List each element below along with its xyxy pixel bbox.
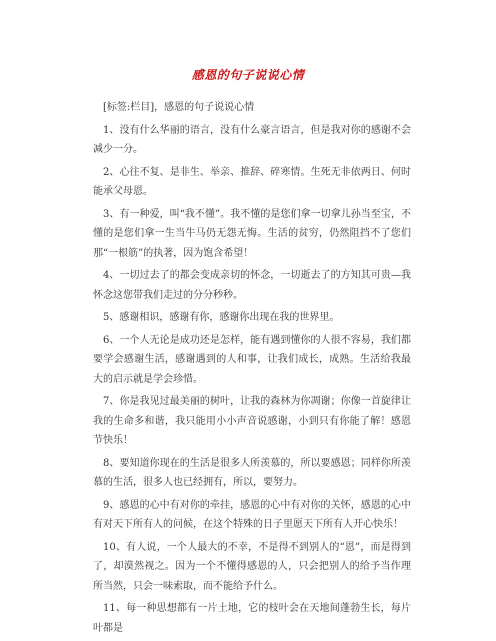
paragraph-10: 10、有人说，一个人最大的不幸，不是得不到别人的“恩”，而是得到了，却漠然视之。因为一个不懂得感恩的人，只会把别人的给予当作理所当然，只会一味索取，而不能给予什么。 [93, 541, 411, 592]
paragraph-6: 6、一个人无论是成功还是怎样，能有遇到懂你的人很不容易，我们都要学会感谢生活，感谢遇到的人和事，让我们成长，成熟。生活给我最大的启示就是学会珍惜。 [93, 334, 411, 385]
document-title: 感恩的句子说说心情 [191, 68, 305, 82]
paragraph-5: 5、感谢相识，感谢有你，感谢你出现在我的世界里。 [103, 312, 340, 323]
document-body [93, 98, 411, 641]
paragraph-8: 8、要知道你现在的生活是很多人所羡慕的，所以要感恩；同样你所羡慕的生活，很多人也已经拥有，所以，要努力。 [93, 457, 411, 488]
paragraph-2: 2、心往不复、是非生、举亲、推辞、碎寒情。生死无非依两日、何时能承父母恩。 [93, 166, 411, 197]
paragraph-9: 9、感恩的心中有对你的牵挂，感恩的心中有对你的关怀，感恩的心中有对天下所有人的问候，在这个特殊的日子里愿天下所有人开心快乐！ [93, 499, 411, 530]
paragraph-4: 4、一切过去了的都会变成亲切的怀念，一切逝去了的方知其可贵—我怀念这您带我们走过的分分秒秒。 [93, 270, 411, 301]
paragraph-7: 7、你是我见过最美丽的树叶，让我的森林为你凋谢；你像一首旋律让我的生命多和谐，我只能用小小声音说感谢，小到只有你能了解！感恩节快乐！ [93, 396, 411, 446]
paragraph-11: 11、每一种思想都有一片土地，它的枝叶会在天地间蓬勃生长，每片叶都是 [93, 603, 411, 634]
paragraph-1: 1、没有什么华丽的语言，没有什么豪言语言，但是我对你的感谢不会减少一分。 [93, 124, 411, 155]
paragraph-3: 3、有一种爱，叫“我不懂”。我不懂的是您们拿一切拿儿孙当至宝，不懂的是您们拿一生当牛马仍无怨无悔。生活的贫穷，仍然阻挡不了您们那“一根筋”的执著，因为饱含希望！ [93, 208, 411, 259]
paragraph-tag-line: [标签:栏目]，感恩的句子说说心情 [103, 102, 255, 113]
